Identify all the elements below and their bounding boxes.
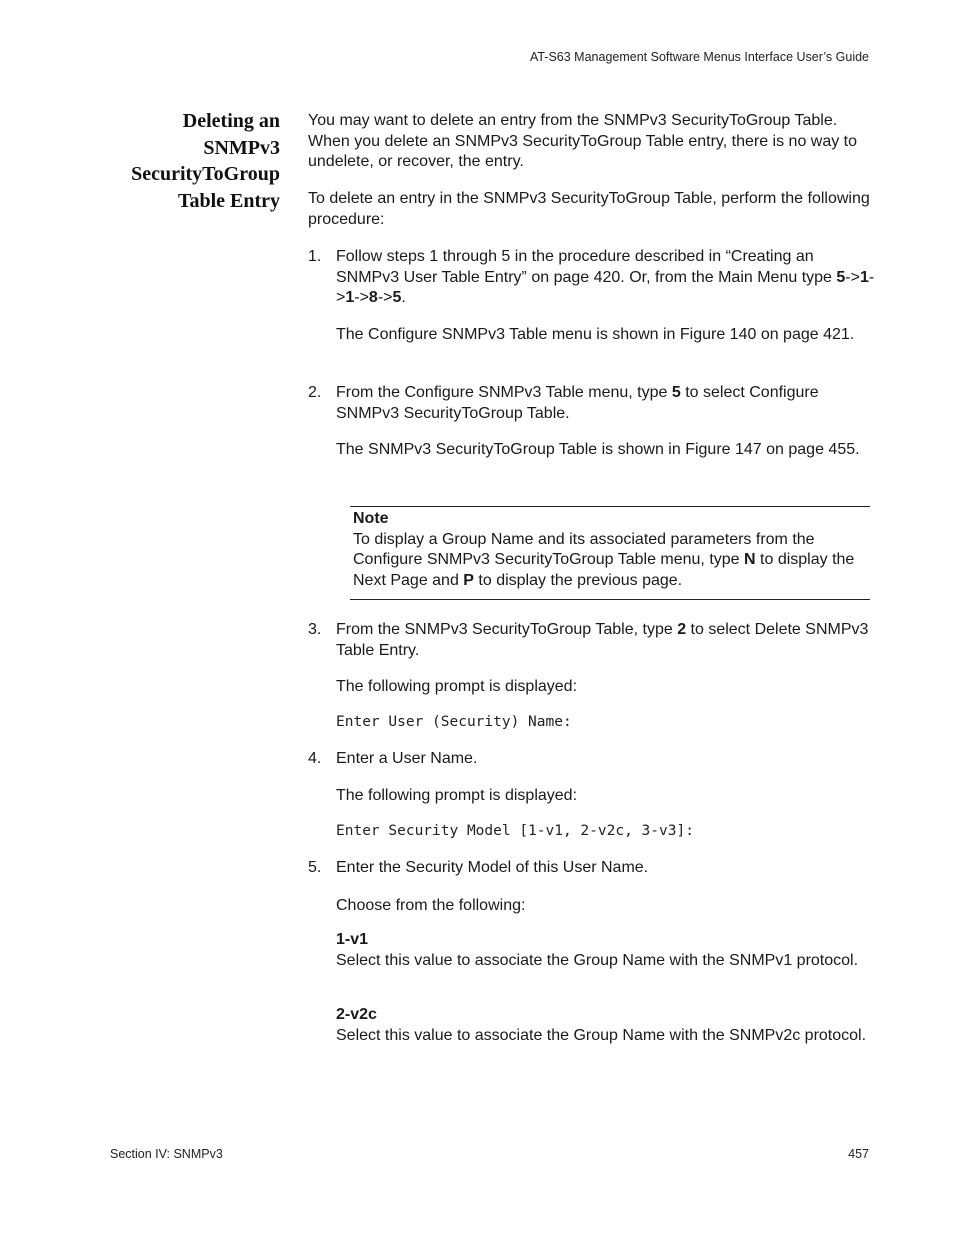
step-text-part: to select Configure SNMPv3 SecurityToGroup Table. [336,384,819,422]
intro-paragraph: You may want to delete an entry from the SNMPv3 SecurityToGroup Table. When you delete an SNMPv3 SecurityToGroup Table entry, there is no way to undelete, or recover, the entry. [308,112,858,171]
option-term: 2-v2c [336,1006,377,1023]
section-heading [100,108,280,215]
step-text-part: From the Configure SNMPv3 Table menu, type [336,384,672,401]
step-text-part: to select Delete SNMPv3 Table Entry. [336,621,869,659]
menu-key: 5 [392,289,402,307]
cli-prompt: Enter User (Security) Name: [336,714,572,730]
note-text [353,530,871,592]
menu-key: 2 [677,621,687,638]
step-text [336,620,876,661]
menu-arrow: -> [845,268,860,286]
option-item [336,1005,876,1046]
menu-key: 1 [859,268,869,286]
note-key: N [744,551,756,569]
menu-key: 8 [368,289,378,307]
option-description: Select this value to associate the Group Name with the SNMPv2c protocol. [336,1026,867,1044]
option-item [336,930,876,971]
menu-arrow: -> [336,268,875,307]
intro-paragraph: To delete an entry in the SNMPv3 SecurityToGroup Table, perform the following procedure: [308,190,870,228]
step-text [336,247,876,309]
menu-key: 5 [836,268,846,286]
step-text: Enter a User Name. [336,750,478,767]
step-result: Choose from the following: [336,897,526,914]
menu-arrow: -> [377,289,393,307]
cli-prompt: Enter Security Model [1-v1, 2-v2c, 3-v3]: [336,823,694,839]
step-text-part: From the SNMPv3 SecurityToGroup Table, type [336,621,678,638]
step-text: Enter the Security Model of this User Name. [336,859,649,876]
menu-key: 1 [345,289,355,307]
note-text-part: to display the previous page. [473,571,683,589]
note-title: Note [353,510,389,527]
step-result: The SNMPv3 SecurityToGroup Table is shown in Figure 147 on page 455. [336,441,860,458]
section-heading-line: SNMPv3 [203,136,280,159]
section-heading-line: Table Entry [177,190,280,213]
step-number: 5. [308,859,322,876]
option-term: 1-v1 [336,931,369,948]
step-text [336,383,876,424]
note-top-rule [350,506,870,507]
note-bottom-rule [350,599,870,600]
step-number: 3. [308,621,322,638]
step-text-part: . [401,289,406,307]
step-number: 2. [308,384,322,401]
menu-arrow: -> [354,289,369,307]
step-result: The following prompt is displayed: [336,678,578,695]
step-result: The Configure SNMPv3 Table menu is shown in Figure 140 on page 421. [336,326,855,343]
note-text-part: to display the Next Page and [353,551,855,589]
running-header: AT-S63 Management Software Menus Interface User’s Guide [529,50,869,64]
step-text-part: Follow steps 1 through 5 in the procedure described in “Creating an SNMPv3 User Table Entry” on page 420. Or, from the Main Menu type [336,248,837,286]
section-heading-line: SecurityToGroup [131,163,280,186]
step-number: 4. [308,750,322,767]
note-key: P [463,571,474,589]
page-number: 457 [848,1147,869,1161]
note-text-part: To display a Group Name and its associated parameters from the Configure SNMPv3 SecurityToGroup Table menu, type [353,530,815,569]
menu-key: 5 [671,384,681,401]
section-heading-line: Deleting an [182,110,280,132]
footer-section: Section IV: SNMPv3 [110,1147,223,1161]
step-result: The following prompt is displayed: [336,787,578,804]
step-number: 1. [308,248,322,265]
note-box [353,509,871,591]
option-description: Select this value to associate the Group Name with the SNMPv1 protocol. [336,951,859,969]
